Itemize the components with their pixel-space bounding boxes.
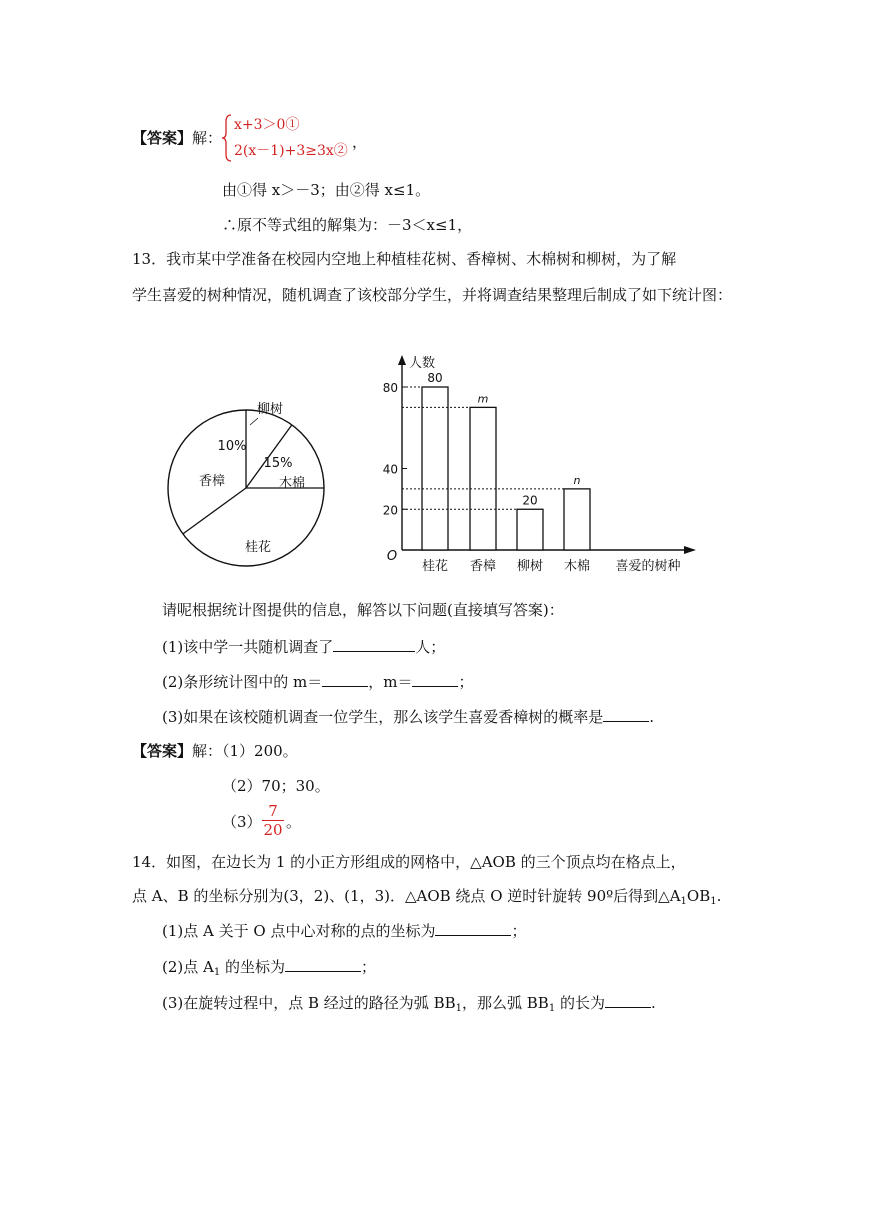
q13-intro: 请呢根据统计图提供的信息，解答以下问题(直接填写答案)： bbox=[162, 601, 564, 619]
y-tick-label: 20 bbox=[382, 503, 398, 518]
answer-blank-m[interactable] bbox=[322, 671, 368, 687]
answer-blank-prob[interactable] bbox=[603, 706, 649, 722]
answer-blank-n[interactable] bbox=[412, 671, 458, 687]
answer-tag: 【答案】 bbox=[132, 129, 193, 147]
pie-percent-label: 10% bbox=[217, 439, 247, 454]
q13-sub3 bbox=[162, 706, 654, 727]
solution-step-2: ∴原不等式组的解集为：－3＜x≤1， bbox=[222, 216, 473, 234]
inequality-comma: ， bbox=[352, 133, 368, 151]
x-category-label: 香樟 bbox=[469, 559, 497, 574]
bar bbox=[470, 407, 496, 550]
y-axis-arrow-icon bbox=[398, 355, 406, 365]
q13-sub3-end: . bbox=[649, 708, 655, 726]
answer-jie: 解： bbox=[192, 129, 223, 147]
pie-percent-label: 15% bbox=[263, 456, 293, 471]
subscript: 1 bbox=[455, 1003, 462, 1014]
q14-sub3-text: (3)在旋转过程中，点 B 经过的路径为弧 BB bbox=[162, 994, 456, 1012]
subscript: 1 bbox=[710, 896, 717, 907]
origin-label: O bbox=[386, 549, 398, 564]
bar bbox=[517, 509, 543, 550]
q14-line2-mid: OB bbox=[686, 887, 711, 905]
q13-sub2-mid: ，m＝ bbox=[368, 673, 413, 691]
q14-sub3-mid2: 的长为 bbox=[555, 994, 605, 1012]
q14-sub3 bbox=[162, 992, 656, 1019]
answer13-fraction bbox=[262, 802, 284, 839]
answer13-line2: （2）70；30。 bbox=[222, 777, 330, 795]
bar-value-label: 80 bbox=[427, 371, 443, 385]
y-axis-label: 人数 bbox=[408, 356, 436, 371]
q13-sub1-end: 人； bbox=[415, 638, 446, 656]
x-axis-arrow-icon bbox=[684, 546, 696, 554]
y-tick-label: 80 bbox=[382, 381, 398, 395]
pie-slice-label: 柳树 bbox=[256, 402, 284, 417]
q13-sub1 bbox=[162, 636, 445, 657]
bar bbox=[422, 387, 448, 550]
answer13-line3-suffix: 。 bbox=[286, 813, 302, 831]
x-category-label: 桂花 bbox=[421, 559, 449, 574]
q14-sub3-mid: ，那么弧 BB bbox=[462, 994, 549, 1012]
left-brace-icon bbox=[222, 114, 232, 162]
pie-slice-label: 木棉 bbox=[278, 476, 306, 491]
subscript: 1 bbox=[680, 896, 687, 907]
q14-sub3-end: . bbox=[650, 994, 656, 1012]
solution-step-1: 由①得 x＞－3；由②得 x≤1。 bbox=[222, 181, 431, 199]
answer-blank-arc[interactable] bbox=[605, 992, 651, 1008]
q14-sub1 bbox=[162, 920, 526, 941]
inequality-2: 2(x－1)+3≥3x② bbox=[234, 143, 348, 159]
fraction-numerator: 7 bbox=[268, 802, 278, 820]
q13-sub2 bbox=[162, 671, 474, 692]
pie-chart bbox=[160, 385, 330, 575]
q14-line2-end: . bbox=[716, 887, 722, 905]
q14-sub2-text: (2)点 A bbox=[162, 958, 214, 976]
q13-sub3-text: (3)如果在该校随机调查一位学生，那么该学生喜爱香樟树的概率是 bbox=[162, 708, 604, 726]
x-category-label: 木棉 bbox=[563, 559, 591, 574]
q13-sub2-text: (2)条形统计图中的 m＝ bbox=[162, 673, 323, 691]
q14-sub2 bbox=[162, 956, 376, 983]
x-axis-label: 喜爱的树种 bbox=[615, 559, 681, 574]
q14-line2-text: 点 A、B 的坐标分别为(3，2)、(1，3)．△AOB 绕点 O 逆时针旋转 90º后得到△A bbox=[132, 887, 681, 905]
inequality-1: x+3＞0① bbox=[234, 117, 300, 133]
q14-text-line2 bbox=[132, 886, 721, 912]
q14-sub2-mid: 的坐标为 bbox=[220, 958, 286, 976]
q13-sub1-text: (1)该中学一共随机调查了 bbox=[162, 638, 334, 656]
bar-value-label: m bbox=[477, 392, 489, 406]
answer13-line1: 解：（1）200。 bbox=[192, 742, 298, 760]
bar-value-label: n bbox=[573, 473, 581, 487]
bar bbox=[564, 489, 590, 550]
q14-sub2-end: ； bbox=[361, 958, 377, 976]
answer-blank-symmetric-point[interactable] bbox=[435, 920, 511, 936]
bar-value-label: 20 bbox=[522, 493, 538, 508]
y-tick-label: 40 bbox=[382, 462, 398, 477]
q14-sub1-end: ； bbox=[511, 922, 527, 940]
subscript: 1 bbox=[213, 967, 221, 978]
bar-chart bbox=[370, 345, 710, 580]
q13-text-line1: 13．我市某中学准备在校园内空地上种植桂花树、香樟树、木棉树和柳树，为了解 bbox=[132, 250, 677, 268]
pie-slice-label: 香樟 bbox=[198, 474, 226, 489]
q13-sub2-end: ； bbox=[458, 673, 474, 691]
pie-slice-label: 桂花 bbox=[244, 540, 272, 555]
fraction-denominator: 20 bbox=[263, 821, 283, 839]
answer-blank-a1[interactable] bbox=[285, 956, 361, 972]
answer13-line3-prefix: （3） bbox=[222, 813, 262, 831]
q13-text-line2: 学生喜爱的树种情况，随机调查了该校部分学生，并将调查结果整理后制成了如下统计图： bbox=[132, 286, 733, 304]
answer-tag-13: 【答案】 bbox=[132, 742, 193, 760]
answer-blank-1[interactable] bbox=[333, 636, 415, 652]
subscript: 1 bbox=[548, 1003, 556, 1014]
x-category-label: 柳树 bbox=[516, 559, 544, 574]
q14-text-line1: 14．如图，在边长为 1 的小正方形组成的网格中，△AOB 的三个顶点均在格点上， bbox=[132, 853, 686, 871]
q14-sub1-text: (1)点 A 关于 O 点中心对称的点的坐标为 bbox=[162, 922, 436, 940]
